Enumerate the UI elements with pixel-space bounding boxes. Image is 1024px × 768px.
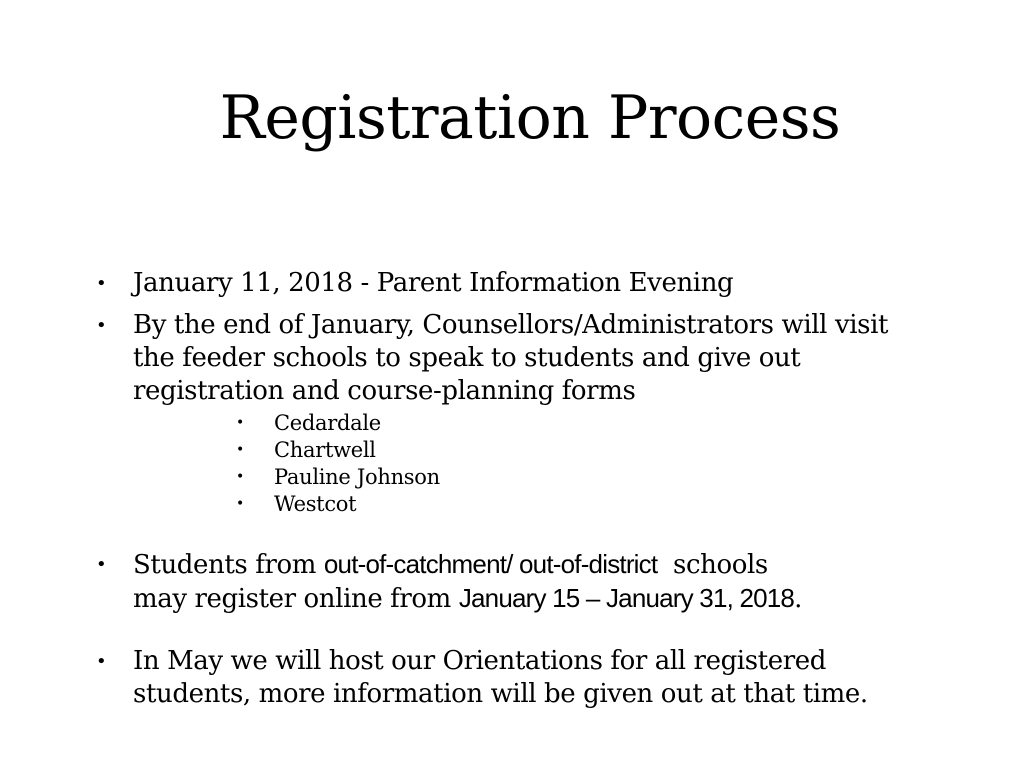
bullet-text-suffix: schools xyxy=(657,550,768,580)
bullet-icon: • xyxy=(96,315,107,336)
highlight-text: out-of-catchment/ out-of-district xyxy=(323,549,658,579)
bullet-text: January 11, 2018 - Parent Information Evening xyxy=(133,268,734,298)
sub-bullet-text: Pauline Johnson xyxy=(274,465,440,489)
bullet-text-prefix: Students from xyxy=(133,550,324,580)
bullet-text: students, more information will be given out at that time. xyxy=(133,679,868,709)
bullet-text: By the end of January, Counsellors/Administrators will visit xyxy=(133,310,889,340)
bullet-text xyxy=(133,582,933,616)
bullet-text xyxy=(133,548,933,582)
bullet-text-suffix: . xyxy=(794,584,802,614)
sub-bullet-icon: • xyxy=(236,469,244,485)
sub-bullet-icon: • xyxy=(236,442,244,458)
bullet-text: registration and course-planning forms xyxy=(133,376,636,406)
sub-bullet-text: Chartwell xyxy=(274,438,376,462)
sub-bullet-icon: • xyxy=(236,496,244,512)
sub-bullet-icon: • xyxy=(236,415,244,431)
bullet-text: the feeder schools to speak to students and give out xyxy=(133,343,801,373)
bullet-icon: • xyxy=(96,273,107,294)
highlight-text: January 15 – January 31, 2018 xyxy=(458,583,795,613)
sub-bullet-text: Westcot xyxy=(274,492,357,516)
bullet-icon: • xyxy=(96,554,107,575)
sub-bullet-text: Cedardale xyxy=(274,411,381,435)
slide-title: Registration Process xyxy=(219,83,841,153)
bullet-text: In May we will host our Orientations for all registered xyxy=(133,646,826,676)
bullet-text-prefix: may register online from xyxy=(133,584,459,614)
bullet-icon: • xyxy=(96,651,107,672)
